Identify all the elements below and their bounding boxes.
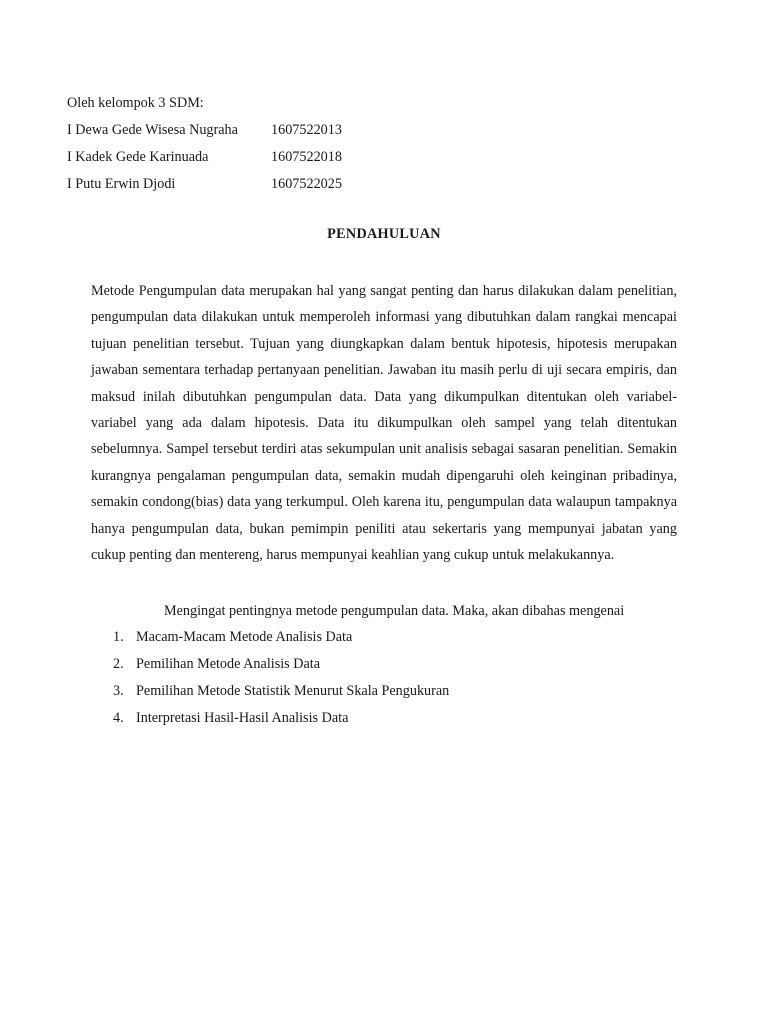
author-name: I Dewa Gede Wisesa Nugraha (67, 122, 238, 138)
section-title: PENDAHULUAN (327, 226, 441, 242)
author-row (67, 146, 467, 173)
author-row (67, 119, 467, 146)
author-heading: Oleh kelompok 3 SDM: (67, 95, 204, 111)
author-id: 1607522018 (271, 149, 342, 165)
list-text: Pemilihan Metode Statistik Menurut Skala Pengukuran (136, 683, 450, 699)
author-id: 1607522013 (271, 122, 342, 138)
list-number: 1. (113, 629, 124, 645)
list-number: 3. (113, 683, 124, 699)
author-name: I Putu Erwin Djodi (67, 176, 176, 192)
list-text: Macam-Macam Metode Analisis Data (136, 629, 353, 645)
list-number: 2. (113, 656, 124, 672)
intro-paragraph: Metode Pengumpulan data merupakan hal yang sangat penting dan harus dilakukan dalam penelitian, pengumpulan data dilakukan untuk memperoleh informasi yang dibutuhkan dalam rangkai mencapai tujuan penelitian tersebut. Tujuan yang diungkapkan dalam bentuk hipotesis, hipotesis merupakan jawaban sementara terhadap pertanyaan penelitian. Jawaban itu masih perlu di uji secara empiris, dan maksud inilah dibutuhkan pengumpulan data. Data yang dikumpulkan ditentukan oleh variabel-variabel yang ada dalam hipotesis. Data itu dikumpulkan oleh sampel yang telah ditentukan sebelumnya. Sampel tersebut terdiri atas sekumpulan unit analisis sebagai sasaran penelitian. Semakin kurangnya pengalaman pengumpulan data, semakin mudah dipengaruhi oleh keinginan pribadinya, semakin condong(bias) data yang terkumpul. Oleh karena itu, pengumpulan data walaupun tampaknya hanya pengumpulan data, bukan pemimpin peniliti atau sekertaris yang mempunyai jabatan yang cukup penting dan mentereng, harus mempunyai keahlian yang cukup untuk melakukannya. (91, 283, 677, 564)
author-id: 1607522025 (271, 176, 342, 192)
list-text: Pemilihan Metode Analisis Data (136, 656, 321, 672)
topics-intro: Mengingat pentingnya metode pengumpulan data. Maka, akan dibahas mengenai (164, 603, 625, 619)
author-block (67, 92, 467, 200)
list-number: 4. (113, 710, 124, 726)
list-text: Interpretasi Hasil-Hasil Analisis Data (136, 710, 349, 726)
author-row (67, 173, 467, 200)
author-name: I Kadek Gede Karinuada (67, 149, 209, 165)
